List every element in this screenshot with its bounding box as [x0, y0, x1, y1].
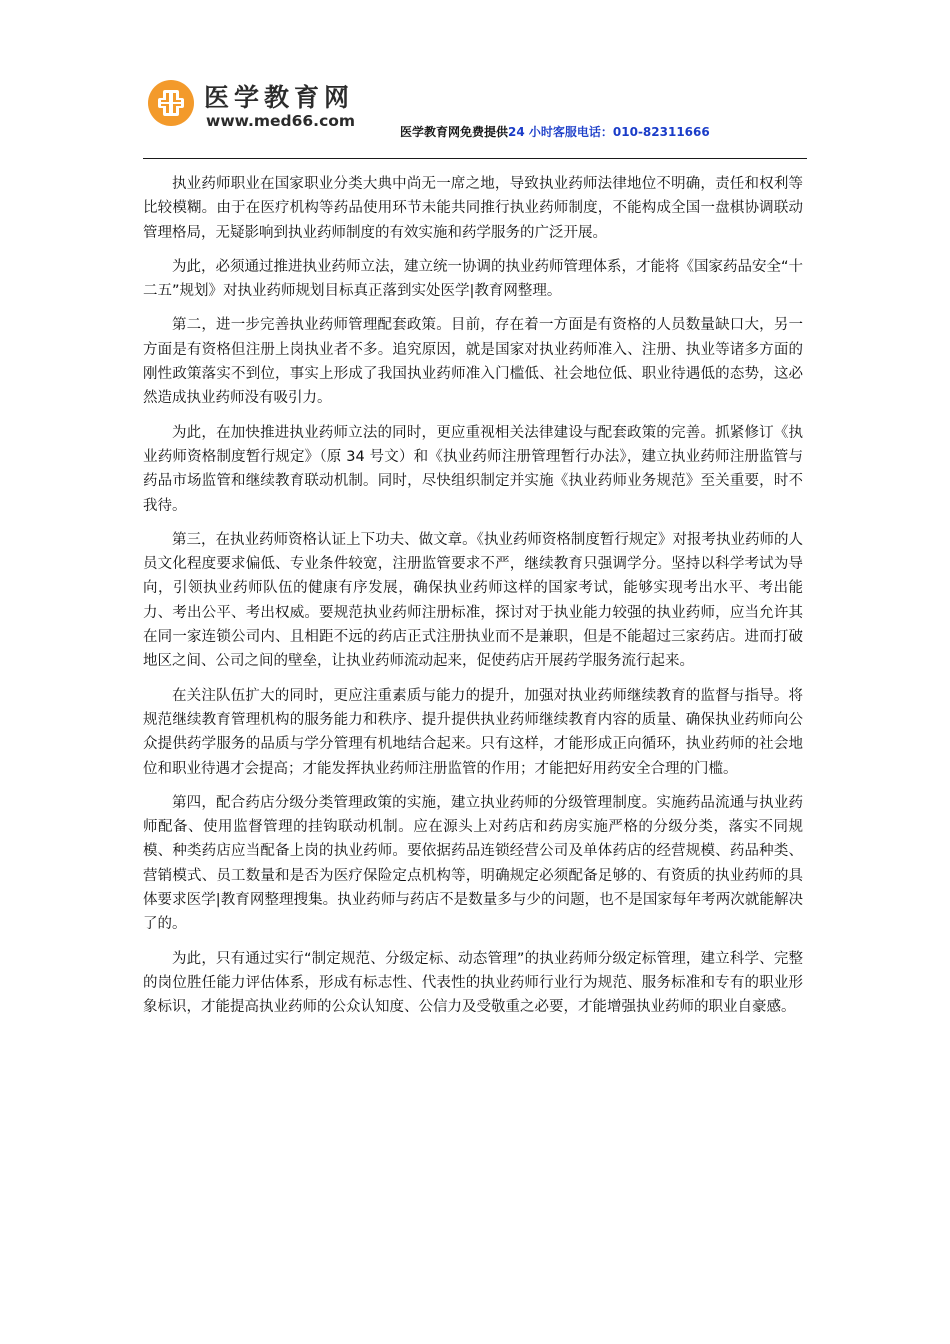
paragraph: 为此，只有通过实行“制定规范、分级定标、动态管理”的执业药师分级定标管理，建立科学、完整的岗位胜任能力评估体系，形成有标志性、代表性的执业药师行业行为规范、服务标准和专有的职业形象标识，才能提高执业药师的公众认知度、公信力及受敬重之必要，才能增强执业药师的职业自豪感。: [143, 950, 803, 1016]
service-phone[interactable]: 24 小时客服电话：010-82311666: [508, 125, 710, 139]
paragraph: 在关注队伍扩大的同时，更应注重素质与能力的提升，加强对执业药师继续教育的监督与指导。将规范继续教育管理机构的服务能力和秩序、提升提供执业药师继续教育内容的质量、确保执业药师向公众提供药学服务的品质与学分管理有机地结合起来。只有这样，才能形成正向循环，执业药师的社会地位和职业待遇才会提高；才能发挥执业药师注册监管的作用；才能把好用药安全合理的门槛。: [143, 687, 803, 777]
logo-name: 医学教育网: [204, 83, 355, 112]
paragraph: 执业药师职业在国家职业分类大典中尚无一席之地，导致执业药师法律地位不明确，责任和权利等比较模糊。由于在医疗机构等药品使用环节未能共同推行执业药师制度，不能构成全国一盘棋协调联动管理格局，无疑影响到执业药师制度的有效实施和药学服务的广泛开展。: [143, 176, 803, 241]
paragraph: 为此，必须通过推进执业药师立法，建立统一协调的执业药师管理体系，才能将《国家药品安全“十二五”规划》对执业药师规划目标真正落到实处医学|教育网整理。: [143, 258, 804, 300]
paragraph: 第三，在执业药师资格认证上下功夫、做文章。《执业药师资格制度暂行规定》对报考执业药师的人员文化程度要求偏低、专业条件较宽，注册监管要求不严，继续教育只强调学分。坚持以科学考试为导向，引领执业药师队伍的健康有序发展，确保执业药师这样的国家考试，能够实现考出水平、考出能力、考出公平、考出权威。要规范执业药师注册标准，探讨对于执业能力较强的执业药师，应当允许其在同一家连锁公司内、且相距不远的药店正式注册执业而不是兼职，但是不能超过三家药店。进而打破地区之间、公司之间的壁垒，让执业药师流动起来，促使药店开展药学服务流行起来。: [143, 531, 803, 670]
medical-cross-logo-icon: [146, 78, 196, 128]
header-divider: [143, 158, 807, 159]
site-logo[interactable]: [146, 78, 371, 138]
article-body: [143, 172, 803, 1030]
service-prefix: 医学教育网免费提供: [400, 125, 509, 139]
paragraph: 第二，进一步完善执业药师管理配套政策。目前，存在着一方面是有资格的人员数量缺口大，另一方面是有资格但注册上岗执业者不多。追究原因，就是国家对执业药师准入、注册、执业等诸多方面的刚性政策落实不到位，事实上形成了我国执业药师准入门槛低、社会地位低、职业待遇低的态势，这必然造成执业药师没有吸引力。: [143, 317, 803, 407]
paragraph: 第四，配合药店分级分类管理政策的实施，建立执业药师的分级管理制度。实施药品流通与执业药师配备、使用监督管理的挂钩联动机制。应在源头上对药店和药房实施严格的分级分类，落实不同规模、种类药店应当配备上岗的执业药师。要依据药品连锁经营公司及单体药店的经营规模、药品种类、营销模式、员工数量和是否为医疗保险定点机构等，明确规定必须配备足够的、有资质的执业药师的具体要求医学|教育网整理搜集。执业药师与药店不是数量多与少的问题，也不是国家每年考两次就能解决了的。: [143, 794, 803, 933]
paragraph: 为此，在加快推进执业药师立法的同时，更应重视相关法律建设与配套政策的完善。抓紧修订《执业药师资格制度暂行规定》（原 34 号文）和《执业药师注册管理暂行办法》，建立执业药师注册监管与药品市场监管和继续教育联动机制。同时，尽快组织制定并实施《执业药师业务规范》至关重要，时不我待。: [143, 424, 803, 514]
page-header: [143, 70, 807, 160]
service-hotline: [400, 123, 710, 140]
logo-url[interactable]: www.med66.com: [206, 112, 356, 130]
